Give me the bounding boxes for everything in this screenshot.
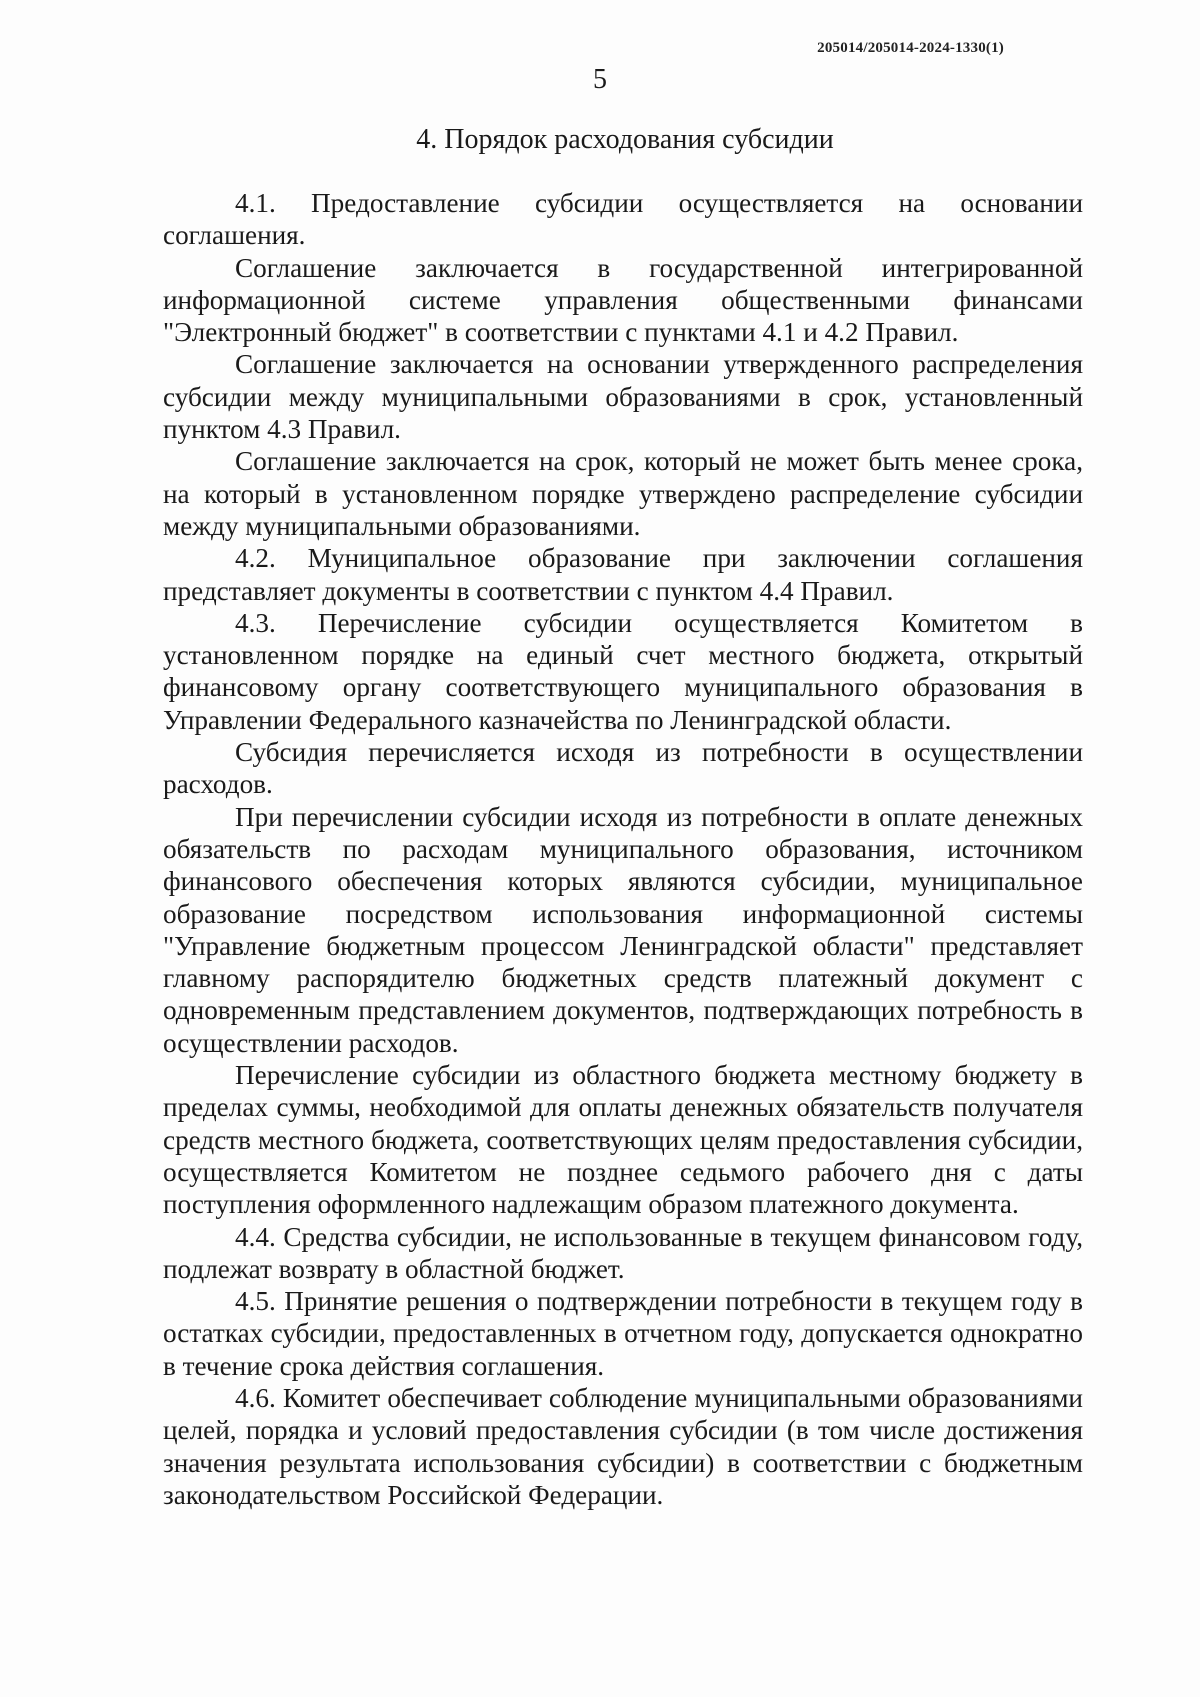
paragraph-agreement-basis: Соглашение заключается на основании утвержденного распределения субсидии между муниципальными образованиями в срок, установленный пунктом 4.3 Правил.: [163, 349, 1083, 445]
paragraph-payment-obligations: При перечислении субсидии исходя из потребности в оплате денежных обязательств по расходам муниципального образования, источником финансового обеспечения которых являются субсидии, муниципальное образование посредством использования информационной системы "Управление бюджетным процессом Ленинградской области" представляет главному распорядителю бюджетных средств платежный документ с одновременным представлением документов, подтверждающих потребность в осуществлении расходов.: [163, 801, 1083, 1058]
document-id: 205014/205014-2024-1330(1): [817, 40, 1004, 56]
document-body: [163, 187, 1083, 1511]
paragraph-agreement-system: Соглашение заключается в государственной интегрированной информационной системе управления общественными финансами "Электронный бюджет" в соответствии с пунктами 4.1 и 4.2 Правил.: [163, 252, 1083, 348]
paragraph-agreement-term: Соглашение заключается на срок, который не может быть менее срока, на который в установленном порядке утверждено распределение субсидии между муниципальными образованиями.: [163, 446, 1083, 541]
paragraph-transfer-limits: Перечисление субсидии из областного бюджета местному бюджету в пределах суммы, необходимой для оплаты денежных обязательств получателя средств местного бюджета, соответствующих целям предоставления субсидии, осуществляется Комитетом не позднее седьмого рабочего дня с даты поступления оформленного надлежащим образом платежного документа.: [163, 1060, 1083, 1220]
paragraph-4-6: 4.6. Комитет обеспечивает соблюдение муниципальными образованиями целей, порядка и условий предоставления субсидии (в том числе достижения значения результата использования субсидии) в соответствии с бюджетным законодательством Российской Федерации.: [163, 1382, 1083, 1510]
paragraph-4-4: 4.4. Средства субсидии, не использованные в текущем финансовом году, подлежат возврату в областной бюджет.: [163, 1221, 1083, 1284]
paragraph-4-1: 4.1. Предоставление субсидии осуществляется на основании соглашения.: [163, 188, 1083, 251]
page-number: 5: [593, 64, 607, 95]
section-title: 4. Порядок расходования субсидии: [416, 124, 834, 155]
paragraph-subsidy-transfer: Субсидия перечисляется исходя из потребности в осуществлении расходов.: [163, 737, 1083, 800]
paragraph-4-5: 4.5. Принятие решения о подтверждении потребности в текущем году в остатках субсидии, предоставленных в отчетном году, допускается однократно в течение срока действия соглашения.: [163, 1286, 1083, 1381]
paragraph-4-3: 4.3. Перечисление субсидии осуществляется Комитетом в установленном порядке на единый счет местного бюджета, открытый финансовому органу соответствующего муниципального образования в Управлении Федерального казначейства по Ленинградской области.: [163, 607, 1083, 735]
paragraph-4-2: 4.2. Муниципальное образование при заключении соглашения представляет документы в соответствии с пунктом 4.4 Правил.: [163, 543, 1083, 606]
